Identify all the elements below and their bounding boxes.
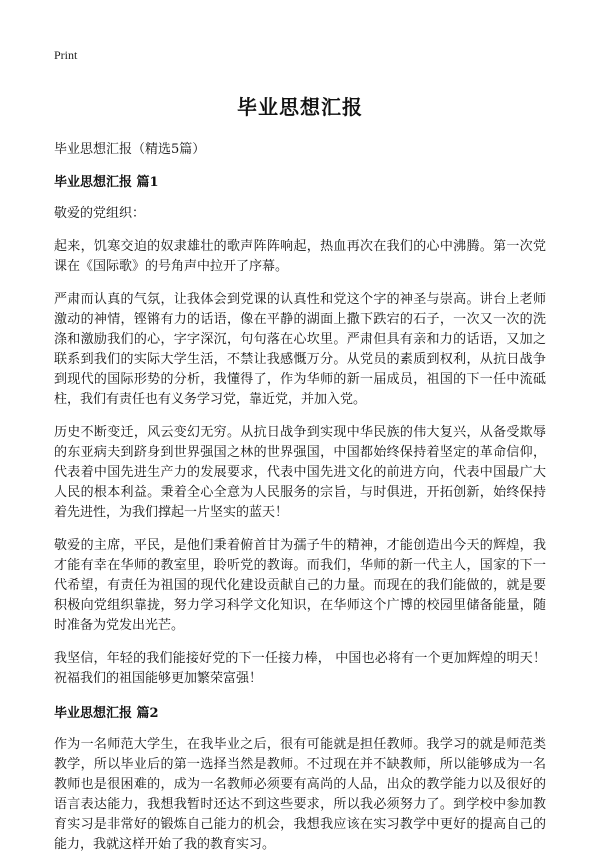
salutation: 敬爱的党组织： xyxy=(54,206,146,221)
paragraph: 历史不断变迁，风云变幻无穷。从抗日战争到实现中华民族的伟大复兴，从备受欺辱的东亚病夫到跻身到世界强国之林的世界强国，中国都始终保持着坚定的革命信仰，代表着中国先进生产力的发展要求，代表中国先进文化的前进方向，代表中国最广大人民的根本利益。秉着全心全意为人民服务的宗旨，与时俱进，开拓创新，始终保持着先进性，为我们撑起一片坚实的蓝天！ xyxy=(54,425,546,520)
paragraph: 起来，饥寒交迫的奴隶雄壮的歌声阵阵响起，热血再次在我们的心中沸腾。第一次党课在《国际歌》的号角声中拉开了序幕。 xyxy=(54,239,546,274)
paragraph: 作为一名师范大学生，在我毕业之后，很有可能就是担任教师。我学习的就是师范类教学，所以毕业后的第一选择当然是教师。不过现在并不缺教师，所以能够成为一名教师也是很困难的，成为一名教师必须要有高尚的人品，出众的教学能力以及很好的语言表达能力，我想我暂时还达不到这些要求，所以我必须努力了。到学校中参加教育实习是非常好的锻炼自己能力的机会，我想我应该在实习教学中更好的提高自己的能力，我就这样开始了我的教育实习。 xyxy=(54,737,546,852)
document-title: 毕业思想汇报 xyxy=(237,95,363,119)
paragraph: 敬爱的主席，平民，是他们秉着俯首甘为孺子牛的精神，才能创造出今天的辉煌，我才能有幸在华师的教室里，聆听党的教诲。而我们，华师的新一代主人，国家的下一代希望，有责任为祖国的现代化建设贡献自己的力量。而现在的我们能做的，就是要积极向党组织靠拢，努力学习科学文化知识，在华师这个广博的校园里储备能量，随时准备为党发出光芒。 xyxy=(54,538,546,633)
section-heading: 毕业思想汇报 篇2 xyxy=(54,706,159,721)
section-heading: 毕业思想汇报 篇1 xyxy=(54,175,159,190)
document-subtitle: 毕业思想汇报（精选5篇） xyxy=(54,142,206,157)
paragraph: 严肃而认真的气氛，让我体会到党课的认真性和党这个字的神圣与崇高。讲台上老师激动的神情，铿锵有力的话语，像在平静的湖面上撒下跌宕的石子，一次又一次的洗涤和激励我们的心，字字深沉，句句落在心坎里。严肃但具有亲和力的话语，又加之联系到我们的实际大学生活，不禁让我感慨万分。从党员的素质到权利，从抗日战争到现代的国际形势的分析，我懂得了，作为华师的新一届成员，祖国的下一任中流砥柱，我们有责任也有义务学习党，靠近党，并加入党。 xyxy=(54,292,546,407)
section-2 xyxy=(54,702,546,855)
print-link[interactable]: Print xyxy=(54,48,78,62)
section-1 xyxy=(54,171,546,689)
paragraph: 我坚信，年轻的我们能接好党的下一任接力棒， 中国也必将有一个更加辉煌的明天！祝福我们的祖国能够更加繁荣富强！ xyxy=(54,651,546,686)
